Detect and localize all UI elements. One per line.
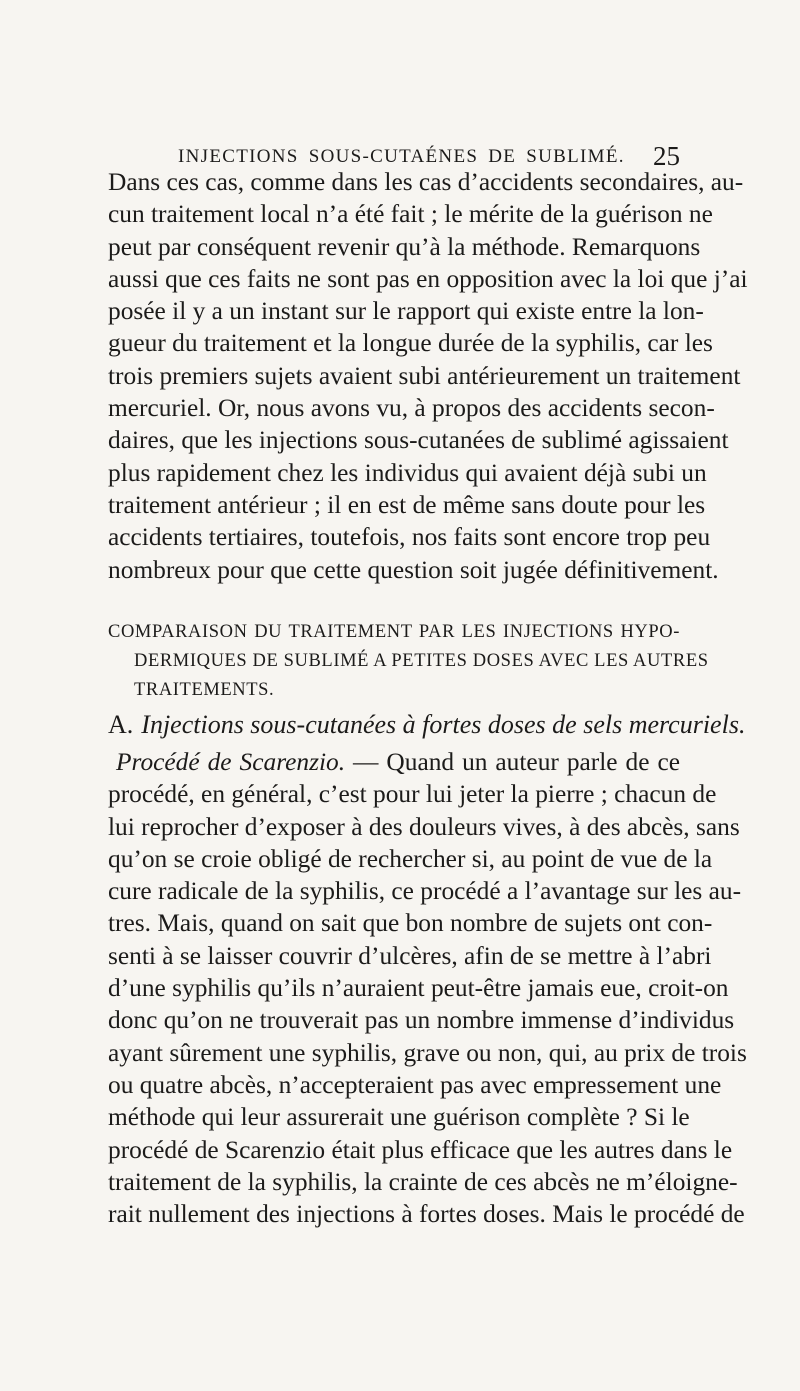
paragraph-2-line: ayant sûrement une syphilis, grave ou non, qui, au prix de trois	[108, 1038, 747, 1067]
paragraph-1-line: peut par conséquent revenir qu’à la méthode. Remarquons	[108, 232, 701, 261]
paragraph-1-line: accidents tertiaires, toutefois, nos faits sont encore trop peu	[108, 523, 711, 552]
page-number: 25	[653, 141, 680, 171]
paragraph-1-line: posée il y a un instant sur le rapport qui existe entre la lon-	[108, 297, 704, 326]
paragraph-2-line: rait nullement des injections à fortes doses. Mais le procédé de	[108, 1200, 745, 1229]
paragraph-1-line: daires, que les injections sous-cutanées de sublimé agissaient	[108, 426, 729, 455]
section-heading	[108, 618, 709, 705]
paragraph-2-line: ou quatre abcès, n’accepteraient pas avec empressement une	[108, 1070, 722, 1099]
paragraph-1-line: traitement antérieur ; il en est de même sans doute pour les	[108, 490, 706, 519]
paragraph-1-line: mercuriel. Or, nous avons vu, à propos des accidents secon-	[108, 394, 715, 423]
paragraph-2-line: d’une syphilis qu’ils n’auraient peut-être jamais eue, croit-on	[108, 974, 729, 1003]
paragraph-2-line: donc qu’on ne trouverait pas un nombre immense d’individus	[108, 1006, 735, 1035]
paragraph-1-line: aussi que ces faits ne sont pas en opposition avec la loi que j’ai	[108, 264, 748, 293]
running-title: INJECTIONS SOUS-CUTAÉNES DE SUBLIMÉ.	[178, 146, 625, 167]
subsection-heading	[108, 708, 746, 742]
paragraph-2-line: senti à se laisser couvrir d’ulcères, afin de se mettre à l’abri	[108, 941, 712, 970]
paragraph-1-line: trois premiers sujets avaient subi antérieurement un traitement	[108, 361, 741, 390]
section-heading-line: DERMIQUES DE SUBLIMÉ A PETITES DOSES AVEC LES AUTRES	[134, 651, 709, 671]
section-heading-line: COMPARAISON DU TRAITEMENT PAR LES INJECTIONS HYPO-	[108, 622, 680, 642]
paragraph-2-first-line	[108, 746, 680, 778]
subsection-title: Injections sous-cutanées à fortes doses de sels mercuriels.	[141, 710, 746, 739]
paragraph-2-line: procédé, en général, c’est pour lui jeter la pierre ; chacun de	[108, 780, 717, 809]
paragraph-2	[108, 746, 747, 1230]
paragraph-2-line: méthode qui leur assurerait une guérison complète ? Si le	[108, 1103, 690, 1132]
paragraph-2-lead: Procédé de Scarenzio.	[116, 748, 346, 776]
paragraph-2-line: procédé de Scarenzio était plus efficace que les autres dans le	[108, 1135, 733, 1164]
paragraph-1-line: nombreux pour que cette question soit jugée définitivement.	[108, 555, 719, 584]
paragraph-2-line: qu’on se croie obligé de rechercher si, au point de vue de la	[108, 844, 713, 873]
paragraph-1	[108, 166, 748, 586]
paragraph-1-line: Dans ces cas, comme dans les cas d’accidents secondaires, au-	[108, 168, 744, 196]
paragraph-2-line: tres. Mais, quand on sait que bon nombre de sujets ont con-	[108, 909, 713, 938]
paragraph-2-line: cure radicale de la syphilis, ce procédé a l’avantage sur les au-	[108, 877, 742, 906]
section-heading-line: TRAITEMENTS.	[134, 680, 275, 700]
paragraph-1-line: cun traitement local n’a été fait ; le mérite de la guérison ne	[108, 200, 713, 229]
subsection-letter: A.	[108, 710, 134, 739]
paragraph-1-line: gueur du traitement et la longue durée de la syphilis, car les	[108, 329, 713, 358]
paragraph-1-line: plus rapidement chez les individus qui avaient déjà subi un	[108, 458, 707, 487]
paragraph-2-line: traitement de la syphilis, la crainte de ces abcès ne m’éloigne-	[108, 1167, 738, 1196]
paragraph-2-first-line-rest: — Quand un auteur parle de ce	[345, 748, 680, 776]
paragraph-2-line: lui reprocher d’exposer à des douleurs vives, à des abcès, sans	[108, 812, 740, 841]
